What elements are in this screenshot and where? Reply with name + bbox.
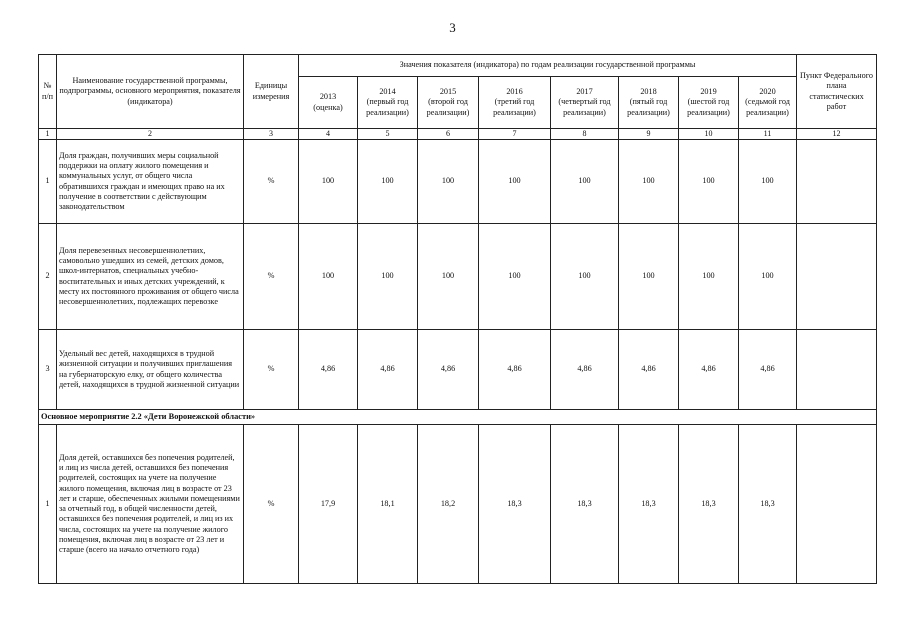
value-cell: 4,86 <box>551 330 619 410</box>
value-cell: 18,1 <box>358 425 418 584</box>
unit-cell: % <box>244 224 299 330</box>
value-cell: 18,2 <box>418 425 479 584</box>
column-number: 10 <box>679 129 739 140</box>
column-number: 7 <box>479 129 551 140</box>
federal-plan-cell <box>797 425 877 584</box>
header-year: 2019 (шестой год реализации) <box>679 77 739 129</box>
unit-cell: % <box>244 425 299 584</box>
row-number: 1 <box>39 140 57 224</box>
federal-plan-cell <box>797 140 877 224</box>
header-year: 2017 (четвертый год реализации) <box>551 77 619 129</box>
column-number: 12 <box>797 129 877 140</box>
unit-cell: % <box>244 330 299 410</box>
federal-plan-cell <box>797 330 877 410</box>
header-year: 2015 (второй год реализации) <box>418 77 479 129</box>
indicator-name: Доля граждан, получивших меры социальной поддержки на оплату жилого помещения и коммунальных услуг, от общего числа обратившихся граждан и имеющих право на их получение в соответствии с действующим законодательством <box>57 140 244 224</box>
value-cell: 100 <box>679 140 739 224</box>
section-row <box>39 410 877 425</box>
value-cell: 100 <box>619 224 679 330</box>
value-cell: 17,9 <box>299 425 358 584</box>
indicator-name: Удельный вес детей, находящихся в трудной жизненной ситуации и получивших приглашения на губернаторскую елку, от общего количества детей, находящихся в трудной жизненной ситуации <box>57 330 244 410</box>
value-cell: 18,3 <box>479 425 551 584</box>
value-cell: 100 <box>418 224 479 330</box>
value-cell: 4,86 <box>418 330 479 410</box>
page-number: 3 <box>449 20 456 35</box>
value-cell: 4,86 <box>299 330 358 410</box>
header-unit: Единицы измерения <box>244 55 299 129</box>
header-values: Значения показателя (индикатора) по годам реализации государственной программы <box>299 55 797 77</box>
value-cell: 100 <box>299 224 358 330</box>
value-cell: 18,3 <box>619 425 679 584</box>
table-row <box>39 425 877 584</box>
column-number: 8 <box>551 129 619 140</box>
header-row-1 <box>39 55 877 77</box>
column-number: 4 <box>299 129 358 140</box>
value-cell: 4,86 <box>358 330 418 410</box>
value-cell: 100 <box>739 224 797 330</box>
column-number: 2 <box>57 129 244 140</box>
value-cell: 100 <box>358 140 418 224</box>
value-cell: 100 <box>551 140 619 224</box>
value-cell: 18,3 <box>739 425 797 584</box>
value-cell: 100 <box>739 140 797 224</box>
indicator-name: Доля детей, оставшихся без попечения родителей, и лиц из числа детей, оставшихся без попечения родителей, состоящих на учете на получение жилого помещения, включая лиц в возрасте от 23 лет и старше, обеспеченных жилыми помещениями за отчетный год, в общей численности детей, оставшихся без попечения родителей, и лиц из их числа, состоящих на учете на получение жилого помещения, включая лиц в возрасте от 23 лет и старше (всего на начало отчетного года) <box>57 425 244 584</box>
unit-cell: % <box>244 140 299 224</box>
column-number: 6 <box>418 129 479 140</box>
indicator-name: Доля перевезенных несовершеннолетних, самовольно ушедших из семей, детских домов, школ-интернатов, специальных учебно-воспитательных и иных детских учреждений, к месту их постоянного проживания от общего числа несовершеннолетних, подлежащих перевозке <box>57 224 244 330</box>
table-row <box>39 330 877 410</box>
column-number: 5 <box>358 129 418 140</box>
column-number: 3 <box>244 129 299 140</box>
value-cell: 4,86 <box>619 330 679 410</box>
row-number: 3 <box>39 330 57 410</box>
value-cell: 4,86 <box>739 330 797 410</box>
value-cell: 18,3 <box>551 425 619 584</box>
value-cell: 100 <box>479 224 551 330</box>
header-year: 2020 (седьмой год реализации) <box>739 77 797 129</box>
header-year: 2014 (первый год реализации) <box>358 77 418 129</box>
header-name: Наименование государственной программы, подпрограммы, основного мероприятия, показателя (индикатора) <box>57 55 244 129</box>
column-number: 11 <box>739 129 797 140</box>
value-cell: 100 <box>679 224 739 330</box>
value-cell: 100 <box>551 224 619 330</box>
value-cell: 18,3 <box>679 425 739 584</box>
value-cell: 4,86 <box>679 330 739 410</box>
value-cell: 100 <box>619 140 679 224</box>
header-number: № п/п <box>39 55 57 129</box>
value-cell: 100 <box>299 140 358 224</box>
header-year: 2013 (оценка) <box>299 77 358 129</box>
table-row <box>39 140 877 224</box>
column-number: 1 <box>39 129 57 140</box>
value-cell: 100 <box>479 140 551 224</box>
header-year: 2018 (пятый год реализации) <box>619 77 679 129</box>
value-cell: 100 <box>418 140 479 224</box>
header-year: 2016 (третий год реализации) <box>479 77 551 129</box>
section-title: Основное мероприятие 2.2 «Дети Воронежской области» <box>39 410 877 425</box>
column-number-row <box>39 129 877 140</box>
column-number: 9 <box>619 129 679 140</box>
indicators-table <box>38 54 877 584</box>
header-federal-plan: Пункт Федерального плана статистических работ <box>797 55 877 129</box>
row-number: 1 <box>39 425 57 584</box>
row-number: 2 <box>39 224 57 330</box>
value-cell: 4,86 <box>479 330 551 410</box>
table-row <box>39 224 877 330</box>
federal-plan-cell <box>797 224 877 330</box>
value-cell: 100 <box>358 224 418 330</box>
